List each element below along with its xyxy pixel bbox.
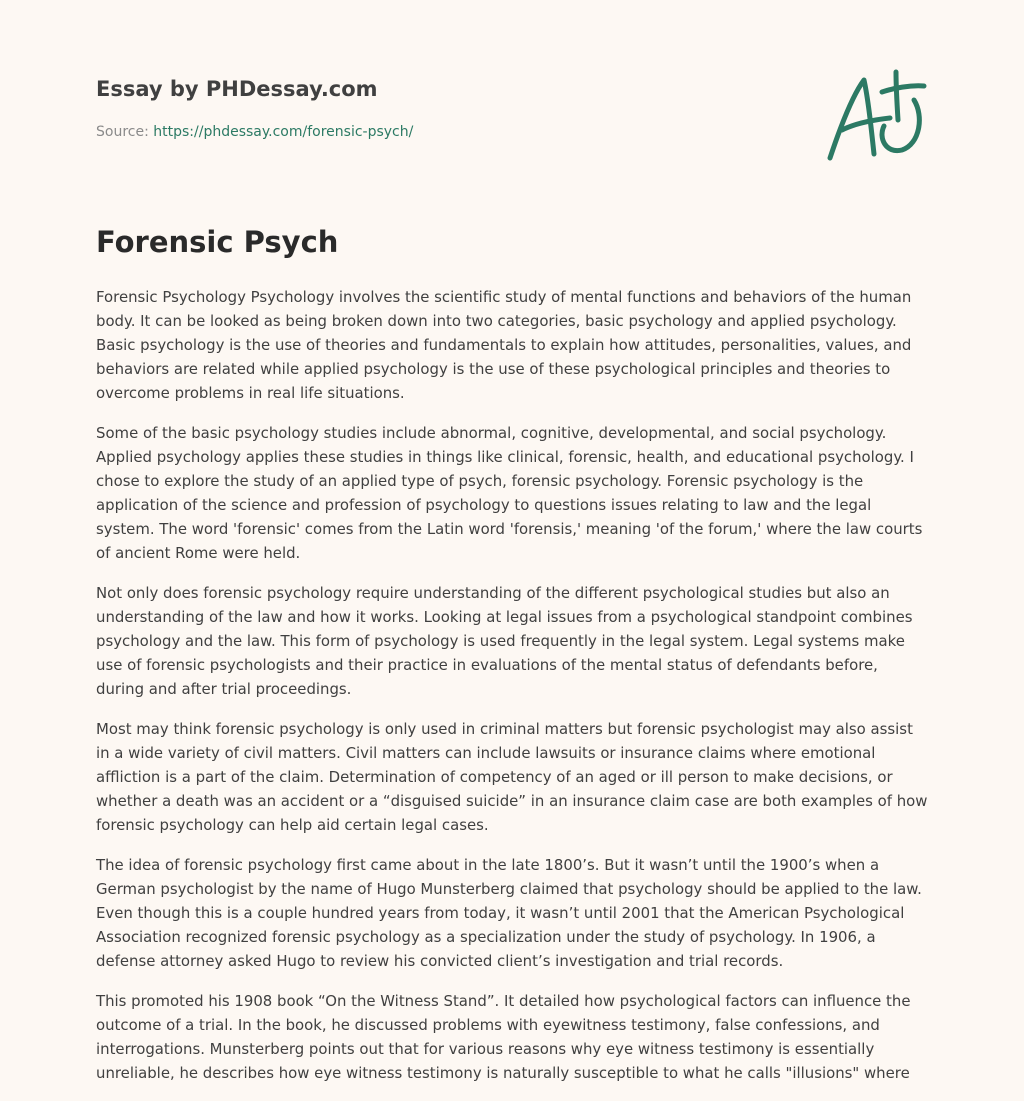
paragraph: Some of the basic psychology studies include abnormal, cognitive, developmental, and social psychology. Applied psychology applies these studies in things like clinical, forensic, health, and educational psychology. I chose to explore the study of an applied type of psych, forensic psychology. Forensic psychology is the application of the science and profession of psychology to questions issues relating to law and the legal system. The word 'forensic' comes from the Latin word 'forensis,' meaning 'of the forum,' where the law courts of ancient Rome were held. <box>96 424 923 562</box>
document-title: Forensic Psych <box>96 225 339 259</box>
source-link[interactable]: https://phdessay.com/forensic-psych/ <box>153 124 414 140</box>
essay-page <box>96 0 928 1082</box>
paragraph: This promoted his 1908 book “On the Witness Stand”. It detailed how psychological factors can influence the outcome of a trial. In the book, he discussed problems with eyewitness testimony, false confessions, and interrogations. Munsterberg points out that for various reasons why eye witness testimony is essentially unreliable, he describes how eye witness testimony is naturally susceptible to what he calls "illusions" where <box>96 992 911 1082</box>
source-label: Source: <box>96 124 149 140</box>
site-title: Essay by PHDessay.com <box>96 77 378 101</box>
a-plus-logo-icon <box>824 68 928 164</box>
paragraph: Forensic Psychology Psychology involves the scientific study of mental functions and behaviors of the human body. It can be looked as being broken down into two categories, basic psychology and applied psychology. Basic psychology is the use of theories and fundamentals to explain how attitudes, personalities, values, and behaviors are related while applied psychology is the use of these psychological principles and theories to overcome problems in real life situations. <box>96 288 912 402</box>
page-header <box>96 0 928 259</box>
paragraph: The idea of forensic psychology first came about in the late 1800’s. But it wasn’t until the 1900’s when a German psychologist by the name of Hugo Munsterberg claimed that psychology should be applied to the law. Even though this is a couple hundred years from today, it wasn’t until 2001 that the American Psychological Association recognized forensic psychology as a specialization under the study of psychology. In 1906, a defense attorney asked Hugo to review his convicted client’s investigation and trial records. <box>96 856 922 970</box>
paragraph: Not only does forensic psychology require understanding of the different psychological studies but also an understanding of the law and how it works. Looking at legal issues from a psychological standpoint combines psychology and the law. This form of psychology is used frequently in the legal system. Legal systems make use of forensic psychologists and their practice in evaluations of the mental status of defendants before, during and after trial proceedings. <box>96 584 913 698</box>
paragraph: Most may think forensic psychology is only used in criminal matters but forensic psychologist may also assist in a wide variety of civil matters. Civil matters can include lawsuits or insurance claims where emotional affliction is a part of the claim. Determination of competency of an aged or ill person to make decisions, or whether a death was an accident or a “disguised suicide” in an insurance claim case are both examples of how forensic psychology can help aid certain legal cases. <box>96 720 928 834</box>
essay-body <box>96 285 928 1101</box>
source-line <box>96 124 413 140</box>
